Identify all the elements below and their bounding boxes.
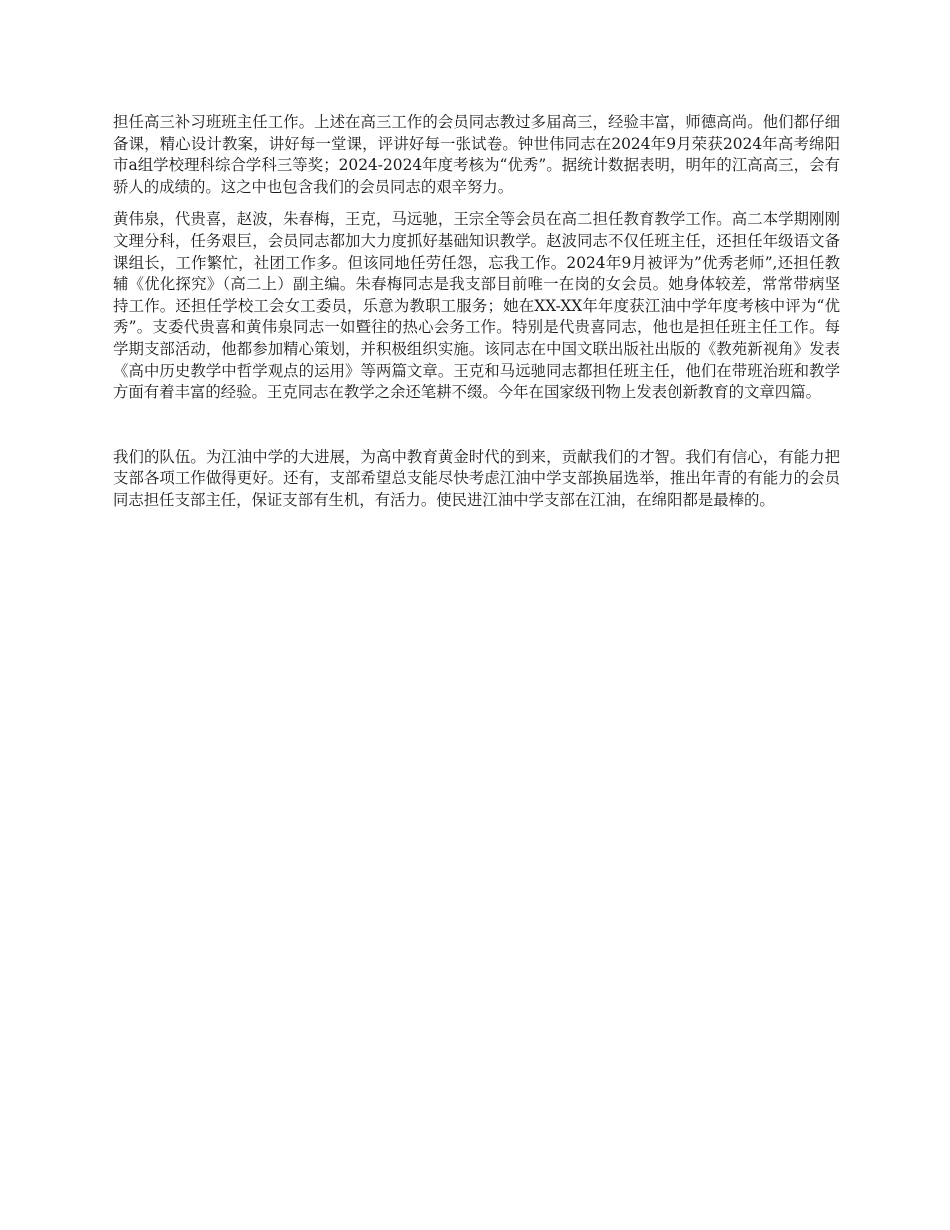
paragraph-conclusion: 我们的队伍。为江油中学的大进展，为高中教育黄金时代的到来，贡献我们的才智。我们有信心，有能力把支部各项工作做得更好。还有，支部希望总支能尽快考虑江油中学支部换届选举，推出年青的有能力的会员同志担任支部主任，保证支部有生机，有活力。使民进江油中学支部在江油，在绵阳都是最棒的。 [113, 447, 840, 509]
paragraph-senior-three: 担任高三补习班班主任工作。上述在高三工作的会员同志教过多届高三，经验丰富，师德高尚。他们都仔细备课，精心设计教案，讲好每一堂课，评讲好每一张试卷。钟世伟同志在2024年9月荣获2024年高考绵阳市a组学校理科综合学科三等奖；2024-2024年度考核为“优秀”。据统计数据表明，明年的江高高三，会有骄人的成绩的。这之中也包含我们的会员同志的艰辛努力。 [113, 113, 840, 196]
paragraph-senior-two: 黄伟泉，代贵喜，赵波，朱春梅，王克，马远驰，王宗全等会员在高二担任教育教学工作。高二本学期刚刚文理分科，任务艰巨，会员同志都加大力度抓好基础知识教学。赵波同志不仅任班主任，还担任年级语文备课组长，工作繁忙，社团工作多。但该同地任劳任怨，忘我工作。2024年9月被评为”优秀老师”,还担任教辅《优化探究》（高二上）副主编。朱春梅同志是我支部目前唯一在岗的女会员。她身体较差，常常带病坚持工作。还担任学校工会女工委员，乐意为教职工服务；她在XX-XX年年度获江油中学年度考核中评为“优秀”。支委代贵喜和黄伟泉同志一如暨往的热心会务工作。特别是代贵喜同志，他也是担任班主任工作。每学期支部活动，他都参加精心策划，并积极组织实施。该同志在中国文联出版社出版的《教苑新视角》发表《高中历史教学中哲学观点的运用》等两篇文章。王克和马远驰同志都担任班主任，他们在带班治班和教学方面有着丰富的经验。王克同志在教学之余还笔耕不缀。今年在国家级刊物上发表创新教育的文章四篇。 [113, 210, 840, 402]
document-body [113, 112, 840, 512]
